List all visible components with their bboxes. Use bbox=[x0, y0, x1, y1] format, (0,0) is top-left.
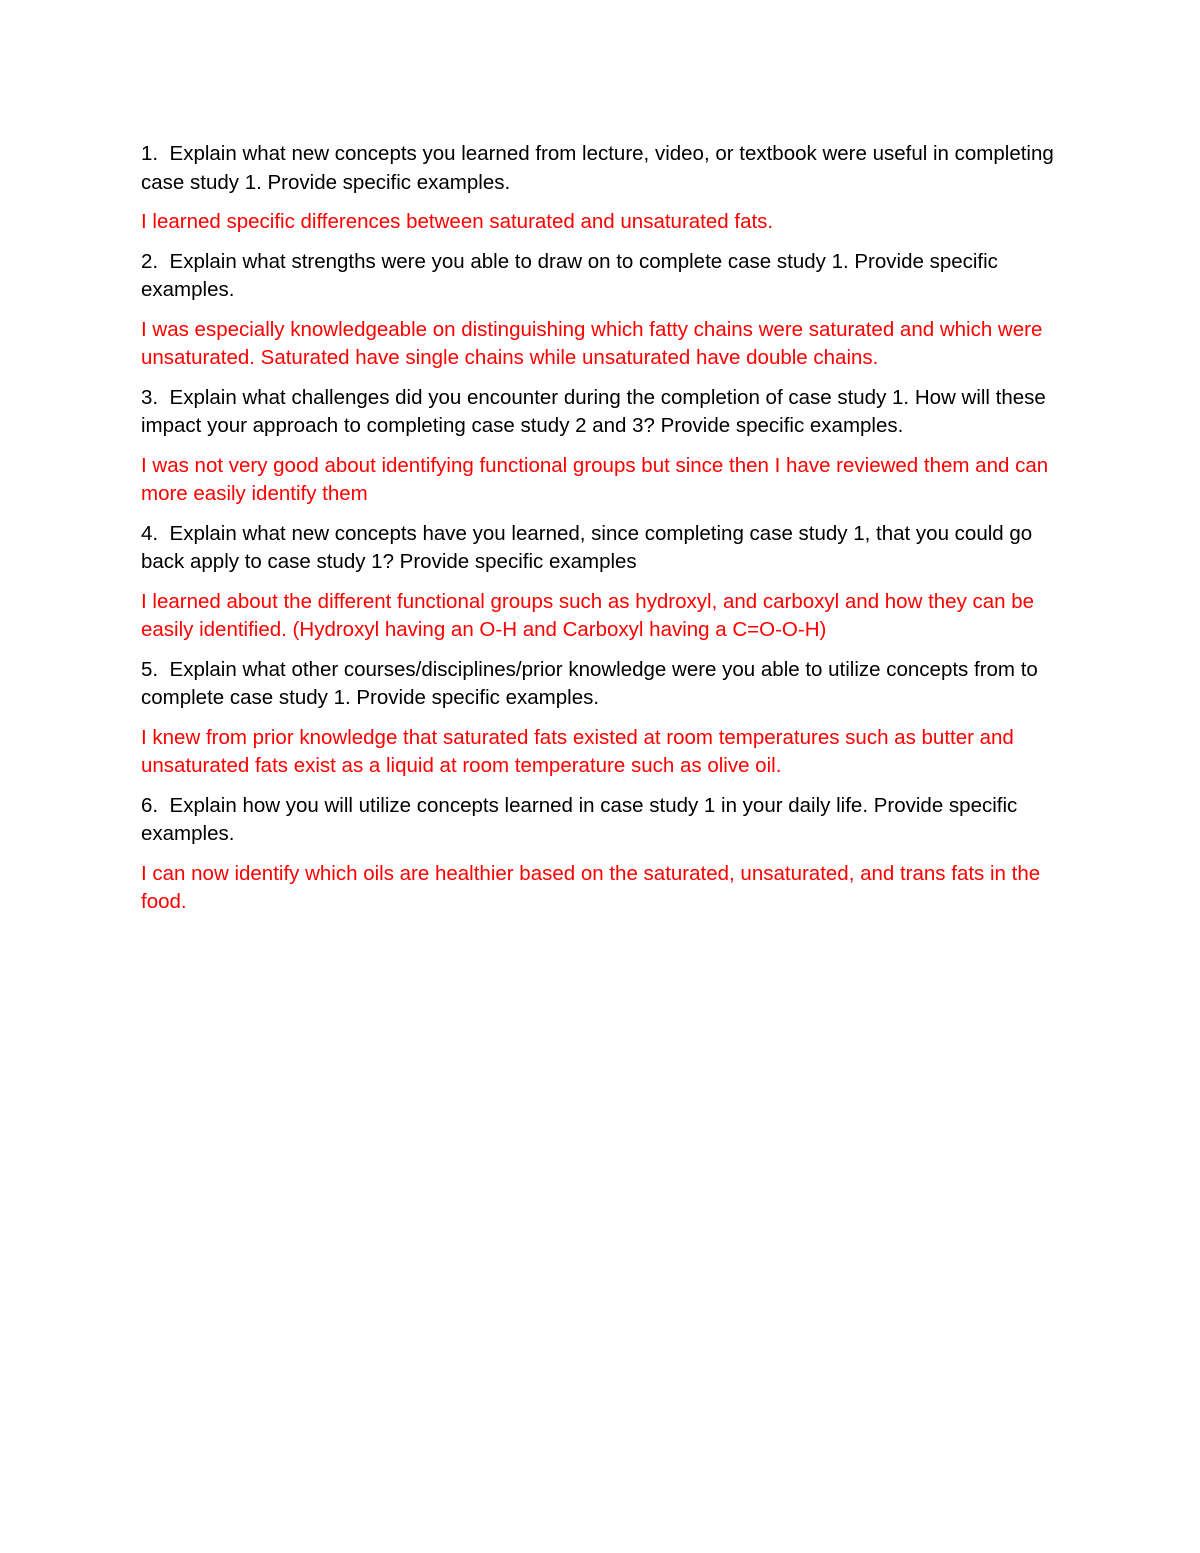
answer-3: I was not very good about identifying functional groups but since then I have reviewed them and can more easily identify them bbox=[141, 453, 1049, 505]
question-number: 5. bbox=[141, 657, 159, 681]
question-4 bbox=[141, 520, 1071, 577]
question-5 bbox=[141, 656, 1071, 713]
answer-4: I learned about the different functional groups such as hydroxyl, and carboxyl and how they can be easily identified. (Hydroxyl having an O-H and Carboxyl having a C=O-O-H) bbox=[141, 589, 1035, 641]
question-text: Explain what other courses/disciplines/prior knowledge were you able to utilize concepts from to complete case study 1. Provide specific examples. bbox=[141, 657, 1038, 709]
question-number: 6. bbox=[141, 793, 159, 817]
question-number: 3. bbox=[141, 385, 159, 409]
question-3 bbox=[141, 384, 1071, 441]
question-text: Explain what new concepts you learned from lecture, video, or textbook were useful in completing case study 1. Provide specific examples. bbox=[141, 142, 1054, 194]
question-number: 4. bbox=[141, 521, 159, 545]
question-text: Explain how you will utilize concepts learned in case study 1 in your daily life. Provide specific examples. bbox=[141, 793, 1018, 845]
question-6 bbox=[141, 792, 1071, 849]
question-number: 2. bbox=[141, 249, 159, 273]
answer-5: I knew from prior knowledge that saturated fats existed at room temperatures such as butter and unsaturated fats exist as a liquid at room temperature such as olive oil. bbox=[141, 725, 1014, 777]
question-text: Explain what challenges did you encounter during the completion of case study 1. How will these impact your approach to completing case study 2 and 3? Provide specific examples. bbox=[141, 385, 1046, 437]
answer-2: I was especially knowledgeable on distinguishing which fatty chains were saturated and which were unsaturated. Saturated have single chains while unsaturated have double chains. bbox=[141, 317, 1043, 369]
question-2 bbox=[141, 248, 1071, 305]
question-number: 1. bbox=[141, 142, 159, 165]
question-1 bbox=[141, 140, 1071, 197]
answer-1: I learned specific differences between saturated and unsaturated fats. bbox=[141, 210, 774, 233]
document-body bbox=[141, 140, 1071, 928]
question-text: Explain what strengths were you able to draw on to complete case study 1. Provide specific examples. bbox=[141, 249, 998, 301]
answer-6: I can now identify which oils are healthier based on the saturated, unsaturated, and trans fats in the food. bbox=[141, 861, 1041, 913]
question-text: Explain what new concepts have you learned, since completing case study 1, that you could go back apply to case study 1? Provide specific examples bbox=[141, 521, 1033, 573]
